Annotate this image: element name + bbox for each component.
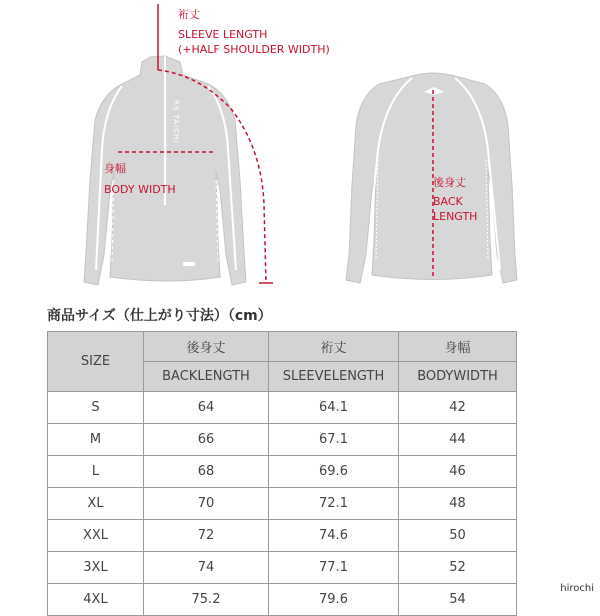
back-label-en-1: BACK bbox=[433, 195, 463, 208]
table-row bbox=[48, 456, 517, 488]
body-width-cell: 50 bbox=[399, 520, 517, 552]
garment-diagram bbox=[0, 0, 600, 300]
back-length-cell: 74 bbox=[144, 552, 269, 584]
body-width-cell: 44 bbox=[399, 424, 517, 456]
front-shirt-brand-text: RS TAICHI bbox=[172, 100, 180, 144]
size-cell: XXL bbox=[48, 520, 144, 552]
header-row-jp bbox=[48, 332, 517, 362]
body-width-cell: 42 bbox=[399, 392, 517, 424]
sleeve-length-cell: 77.1 bbox=[269, 552, 399, 584]
back-label-jp: 後身丈 bbox=[433, 176, 466, 189]
sleeve-label-en-1: SLEEVE LENGTH bbox=[178, 28, 268, 41]
size-cell: L bbox=[48, 456, 144, 488]
table-row bbox=[48, 424, 517, 456]
back-length-cell: 72 bbox=[144, 520, 269, 552]
body-width-cell: 54 bbox=[399, 584, 517, 616]
watermark: hirochi bbox=[560, 583, 594, 594]
size-table-title: 商品サイズ（仕上がり寸法）（cm） bbox=[47, 308, 272, 324]
back-length-cell: 64 bbox=[144, 392, 269, 424]
body-label-en: BODY WIDTH bbox=[104, 183, 176, 196]
sleeve-length-cell: 69.6 bbox=[269, 456, 399, 488]
back-length-cell: 75.2 bbox=[144, 584, 269, 616]
table-row bbox=[48, 488, 517, 520]
front-shirt-tag bbox=[183, 262, 195, 266]
size-cell: 4XL bbox=[48, 584, 144, 616]
table-row bbox=[48, 552, 517, 584]
size-header: SIZE bbox=[48, 332, 144, 392]
body-width-cell: 52 bbox=[399, 552, 517, 584]
header-sleeve-en: SLEEVELENGTH bbox=[269, 362, 399, 392]
header-body-en: BODYWIDTH bbox=[399, 362, 517, 392]
body-width-cell: 48 bbox=[399, 488, 517, 520]
size-table bbox=[47, 331, 517, 616]
table-row bbox=[48, 392, 517, 424]
back-length-cell: 68 bbox=[144, 456, 269, 488]
header-body-jp: 身幅 bbox=[399, 332, 517, 362]
sleeve-length-cell: 74.6 bbox=[269, 520, 399, 552]
sleeve-length-cell: 72.1 bbox=[269, 488, 399, 520]
back-shirt bbox=[346, 73, 517, 283]
back-label-en-2: LENGTH bbox=[433, 210, 478, 223]
header-back-en: BACKLENGTH bbox=[144, 362, 269, 392]
sleeve-length-cell: 64.1 bbox=[269, 392, 399, 424]
header-sleeve-jp: 裄丈 bbox=[269, 332, 399, 362]
back-length-cell: 70 bbox=[144, 488, 269, 520]
body-label-jp: 身幅 bbox=[104, 162, 126, 175]
size-cell: 3XL bbox=[48, 552, 144, 584]
size-cell: M bbox=[48, 424, 144, 456]
sleeve-length-cell: 79.6 bbox=[269, 584, 399, 616]
size-cell: S bbox=[48, 392, 144, 424]
table-row bbox=[48, 520, 517, 552]
sleeve-label-en-2: (+HALF SHOULDER WIDTH) bbox=[178, 43, 330, 56]
sleeve-label-jp: 裄丈 bbox=[178, 8, 200, 21]
body-width-cell: 46 bbox=[399, 456, 517, 488]
header-back-jp: 後身丈 bbox=[144, 332, 269, 362]
size-cell: XL bbox=[48, 488, 144, 520]
back-length-cell: 66 bbox=[144, 424, 269, 456]
sleeve-length-cell: 67.1 bbox=[269, 424, 399, 456]
